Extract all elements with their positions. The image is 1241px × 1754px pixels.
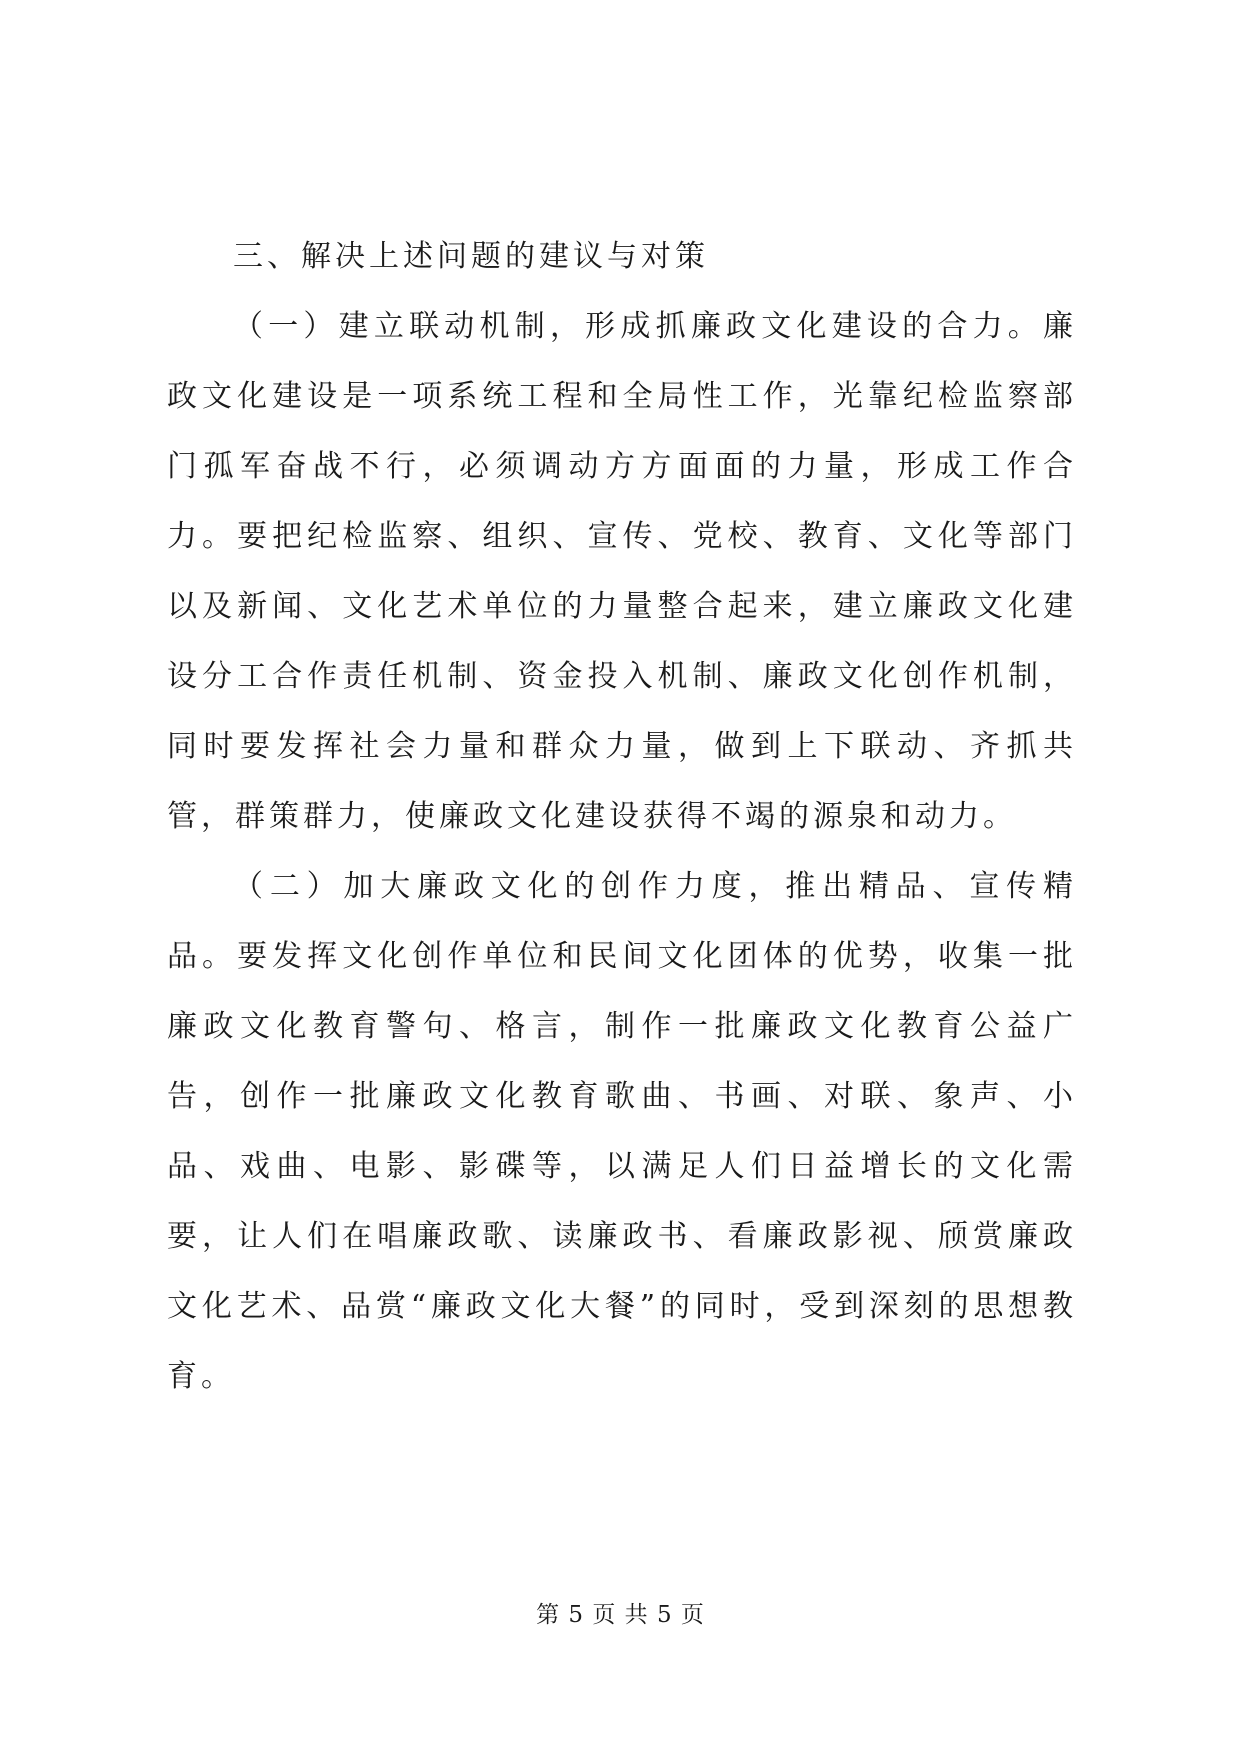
- paragraph-2: （二）加大廉政文化的创作力度，推出精品、宣传精品。要发挥文化创作单位和民间文化团体的优势，收集一批廉政文化教育警句、格言，制作一批廉政文化教育公益广告，创作一批廉政文化教育歌曲、书画、对联、象声、小品、戏曲、电影、影碟等，以满足人们日益增长的文化需要，让人们在唱廉政歌、读廉政书、看廉政影视、颀赏廉政文化艺术、品赏“廉政文化大餐”的同时，受到深刻的思想教育。: [167, 869, 1077, 1394]
- section-heading: 三、解决上述问题的建议与对策: [233, 239, 709, 274]
- document-body: [167, 222, 1077, 1412]
- page-footer: 第 5 页 共 5 页: [536, 1602, 705, 1628]
- paragraph-1: （一）建立联动机制，形成抓廉政文化建设的合力。廉政文化建设是一项系统工程和全局性工作，光靠纪检监察部门孤军奋战不行，必须调动方方面面的力量，形成工作合力。要把纪检监察、组织、宣传、党校、教育、文化等部门以及新闻、文化艺术单位的力量整合起来，建立廉政文化建设分工合作责任机制、资金投入机制、廉政文化创作机制，同时要发挥社会力量和群众力量，做到上下联动、齐抓共管，群策群力，使廉政文化建设获得不竭的源泉和动力。: [167, 309, 1077, 834]
